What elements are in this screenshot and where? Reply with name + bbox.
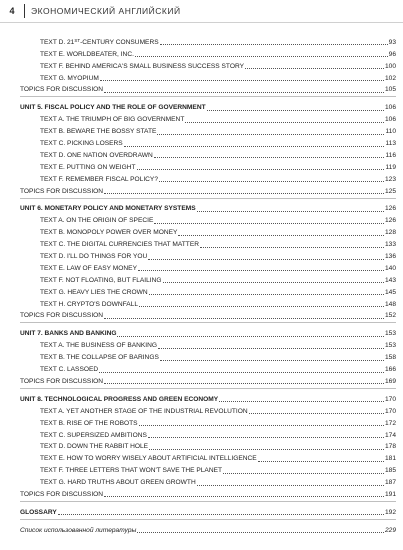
toc-discussion-entry[interactable]	[20, 374, 396, 386]
dot-leader	[124, 145, 385, 147]
toc-entry-page: 102	[384, 74, 396, 82]
toc-entry-page: 133	[384, 241, 396, 249]
toc-entry-page: 181	[384, 455, 396, 463]
toc-entry-title: TOPICS FOR DISCUSSION	[20, 490, 104, 498]
toc-entry-title: TEXT H. CRYPTO'S DOWNFALL	[40, 300, 138, 308]
dot-leader	[258, 460, 384, 462]
toc-entry-page: 229	[384, 526, 396, 534]
toc-entry-page: 148	[384, 300, 396, 308]
toc-text-entry[interactable]	[20, 237, 396, 249]
section-divider	[20, 519, 396, 520]
toc-unit-entry[interactable]	[20, 326, 396, 338]
header-divider	[24, 4, 25, 18]
page-header	[0, 0, 403, 22]
toc-entry-title: TEXT A. YET ANOTHER STAGE OF THE INDUSTRIAL REVOLUTION	[40, 407, 248, 415]
toc-text-entry[interactable]	[20, 440, 396, 452]
dot-leader	[245, 67, 384, 69]
dot-leader	[104, 317, 384, 319]
toc-entry-page: 145	[384, 288, 396, 296]
toc-text-entry[interactable]	[20, 475, 396, 487]
dot-leader	[163, 281, 384, 283]
toc-text-entry[interactable]	[20, 338, 396, 350]
toc-entry-page: 125	[384, 187, 396, 195]
toc-text-entry[interactable]	[20, 112, 396, 124]
toc-entry-title: TEXT E. LAW OF EASY MONEY	[40, 264, 137, 272]
toc-entry-page: 170	[384, 395, 396, 403]
dot-leader	[149, 293, 384, 295]
toc-text-entry[interactable]	[20, 47, 396, 59]
toc-entry-title: TEXT F. BEHIND AMERICA'S SMALL BUSINESS SUCCESS STORY	[40, 62, 245, 70]
toc-unit-entry[interactable]	[20, 202, 396, 214]
toc-entry-title: TEXT B. MONOPOLY POWER OVER MONEY	[40, 229, 178, 237]
toc-bibliography-entry[interactable]	[20, 523, 396, 535]
section-divider	[20, 322, 396, 323]
dot-leader	[160, 43, 388, 45]
toc-text-entry[interactable]	[20, 261, 396, 273]
toc-unit-entry[interactable]	[20, 392, 396, 404]
toc-entry-title: UNIT 5. FISCAL POLICY AND THE ROLE OF GOVERNMENT	[20, 104, 206, 112]
dot-leader	[137, 168, 385, 170]
toc-entry-page: 136	[384, 253, 396, 261]
toc-entry-title: TEXT D. DOWN THE RABBIT HOLE	[40, 443, 149, 451]
toc-text-entry[interactable]	[20, 136, 396, 148]
toc-entry-page: 192	[384, 508, 396, 516]
toc-entry-title: TOPICS FOR DISCUSSION	[20, 187, 104, 195]
header-rule	[0, 22, 403, 23]
dot-leader	[207, 109, 384, 111]
toc-text-entry[interactable]	[20, 451, 396, 463]
toc-entry-page: 153	[384, 342, 396, 350]
toc-entry-title: TEXT G. HARD TRUTHS ABOUT GREEN GROWTH	[40, 479, 196, 487]
table-of-contents	[20, 35, 396, 535]
toc-text-entry[interactable]	[20, 416, 396, 428]
toc-entry-title: TEXT C. SUPERSIZED AMBITIONS	[40, 431, 147, 439]
toc-text-entry[interactable]	[20, 160, 396, 172]
toc-entry-title: UNIT 8. TECHNOLOGICAL PROGRESS AND GREEN ECONOMY	[20, 395, 219, 403]
toc-entry-page: 191	[384, 490, 396, 498]
toc-text-entry[interactable]	[20, 225, 396, 237]
dot-leader	[200, 246, 384, 248]
toc-entry-page: 178	[384, 443, 396, 451]
toc-text-entry[interactable]	[20, 59, 396, 71]
toc-text-entry[interactable]	[20, 273, 396, 285]
toc-entry-title: UNIT 7. BANKS AND BANKING	[20, 330, 117, 338]
dot-leader	[104, 382, 384, 384]
toc-entry-page: 126	[384, 217, 396, 225]
toc-entry-title: TEXT F. THREE LETTERS THAT WON'T SAVE THE PLANET	[40, 467, 223, 475]
dot-leader	[117, 335, 384, 337]
dot-leader	[104, 495, 384, 497]
toc-entry-title: TEXT E. WORLDBEATER, INC.	[40, 50, 134, 58]
toc-entry-page: 158	[384, 354, 396, 362]
toc-text-entry[interactable]	[20, 124, 396, 136]
toc-entry-title: TEXT E. HOW TO WORRY WISELY ABOUT ARTIFICIAL INTELLIGENCE	[40, 455, 257, 463]
dot-leader	[157, 133, 384, 135]
toc-entry-title: TEXT D. I'LL DO THINGS FOR YOU	[40, 253, 148, 261]
toc-entry-page: 116	[385, 151, 396, 159]
toc-text-entry[interactable]	[20, 35, 396, 47]
section-divider	[20, 198, 396, 199]
dot-leader	[104, 192, 384, 194]
section-divider	[20, 96, 396, 97]
toc-discussion-entry[interactable]	[20, 83, 396, 95]
toc-entry-page: 113	[385, 140, 396, 148]
toc-discussion-entry[interactable]	[20, 309, 396, 321]
superscript: ST	[74, 37, 81, 43]
section-divider	[20, 501, 396, 502]
toc-entry-title: TEXT B. RISE OF THE ROBOTS	[40, 419, 138, 427]
section-divider	[20, 388, 396, 389]
toc-entry-page: 106	[384, 116, 396, 124]
toc-text-entry[interactable]	[20, 249, 396, 261]
dot-leader	[185, 121, 384, 123]
dot-leader	[135, 55, 388, 57]
dot-leader	[148, 258, 384, 260]
toc-glossary-entry[interactable]	[20, 505, 396, 517]
toc-entry-title: TEXT F. NOT FLOATING, BUT FLAILING	[40, 276, 162, 284]
toc-discussion-entry[interactable]	[20, 487, 396, 499]
dot-leader	[223, 472, 384, 474]
toc-text-entry[interactable]	[20, 362, 396, 374]
toc-entry-title: TEXT A. ON THE ORIGIN OF SPECIE	[40, 217, 154, 225]
toc-text-entry[interactable]	[20, 404, 396, 416]
toc-entry-page: 172	[384, 419, 396, 427]
toc-entry-title: TEXT C. LASSOED	[40, 366, 99, 374]
dot-leader	[149, 448, 384, 450]
toc-entry-page: 126	[384, 205, 396, 213]
toc-entry-page: 100	[384, 62, 396, 70]
toc-entry-title: TOPICS FOR DISCUSSION	[20, 86, 104, 94]
toc-entry-page: 187	[384, 479, 396, 487]
toc-entry-page: 143	[384, 276, 396, 284]
dot-leader	[138, 269, 384, 271]
toc-entry-title: TEXT D. ONE NATION OVERDRAWN	[40, 151, 153, 159]
dot-leader	[104, 91, 384, 93]
dot-leader	[139, 305, 384, 307]
toc-entry-page: 119	[385, 163, 396, 171]
dot-leader	[137, 531, 384, 533]
page-number: 4	[9, 6, 15, 16]
dot-leader	[249, 412, 384, 414]
toc-text-entry[interactable]	[20, 213, 396, 225]
toc-entry-page: 166	[384, 366, 396, 374]
toc-entry-page: 185	[384, 467, 396, 475]
toc-entry-title: UNIT 6. MONETARY POLICY AND MONETARY SYSTEMS	[20, 205, 196, 213]
dot-leader	[197, 484, 384, 486]
toc-text-entry[interactable]	[20, 463, 396, 475]
toc-entry-title: TEXT G. MYOPIUM	[40, 74, 99, 82]
toc-entry-title: TEXT A. THE BUSINESS OF BANKING	[40, 342, 158, 350]
toc-entry-title: GLOSSARY	[20, 508, 57, 516]
toc-discussion-entry[interactable]	[20, 184, 396, 196]
toc-entry-title: TEXT E. PUTTING ON WEIGHT	[40, 163, 136, 171]
toc-entry-page: 128	[384, 229, 396, 237]
toc-entry-page: 106	[384, 104, 396, 112]
toc-entry-page: 110	[385, 128, 396, 136]
toc-entry-page: 169	[384, 377, 396, 385]
dot-leader	[197, 210, 384, 212]
toc-entry-title: TOPICS FOR DISCUSSION	[20, 377, 104, 385]
toc-entry-title: TEXT B. THE COLLAPSE OF BARINGS	[40, 354, 159, 362]
toc-entry-title: TEXT A. THE TRIUMPH OF BIG GOVERNMENT	[40, 116, 185, 124]
toc-entry-title: TOPICS FOR DISCUSSION	[20, 312, 104, 320]
dot-leader	[154, 222, 384, 224]
toc-text-entry[interactable]	[20, 285, 396, 297]
toc-entry-title: TEXT F. REMEMBER FISCAL POLICY?	[40, 175, 158, 183]
toc-entry-page: 152	[384, 312, 396, 320]
dot-leader	[58, 513, 384, 515]
toc-entry-page: 153	[384, 330, 396, 338]
toc-entry-title: TEXT C. PICKING LOSERS	[40, 140, 123, 148]
dot-leader	[159, 180, 384, 182]
dot-leader	[219, 400, 384, 402]
toc-entry-title: TEXT C. THE DIGITAL CURRENCIES THAT MATTER	[40, 241, 199, 249]
dot-leader	[139, 424, 384, 426]
toc-text-entry[interactable]	[20, 71, 396, 83]
toc-text-entry[interactable]	[20, 148, 396, 160]
dot-leader	[99, 371, 384, 373]
dot-leader	[154, 156, 385, 158]
toc-unit-entry[interactable]	[20, 100, 396, 112]
dot-leader	[160, 359, 384, 361]
dot-leader	[148, 436, 384, 438]
toc-entry-page: 174	[384, 431, 396, 439]
toc-entry-page: 93	[388, 38, 396, 46]
dot-leader	[178, 234, 384, 236]
toc-entry-page: 123	[384, 175, 396, 183]
dot-leader	[158, 347, 384, 349]
toc-text-entry[interactable]	[20, 428, 396, 440]
toc-text-entry[interactable]	[20, 350, 396, 362]
toc-entry-page: 105	[384, 86, 396, 94]
toc-text-entry[interactable]	[20, 172, 396, 184]
toc-entry-page: 140	[384, 264, 396, 272]
running-title: ЭКОНОМИЧЕСКИЙ АНГЛИЙСКИЙ	[31, 6, 181, 16]
toc-entry-title: TEXT G. HEAVY LIES THE CROWN	[40, 288, 148, 296]
dot-leader	[100, 79, 384, 81]
toc-entry-page: 96	[388, 50, 396, 58]
toc-entry-title: TEXT B. BEWARE THE BOSSY STATE	[40, 128, 157, 136]
toc-entry-title: TEXT D. 21ST-CENTURY CONSUMERS	[40, 37, 159, 46]
toc-entry-page: 170	[384, 407, 396, 415]
toc-text-entry[interactable]	[20, 297, 396, 309]
toc-entry-title: Список использованной литературы	[20, 526, 137, 534]
